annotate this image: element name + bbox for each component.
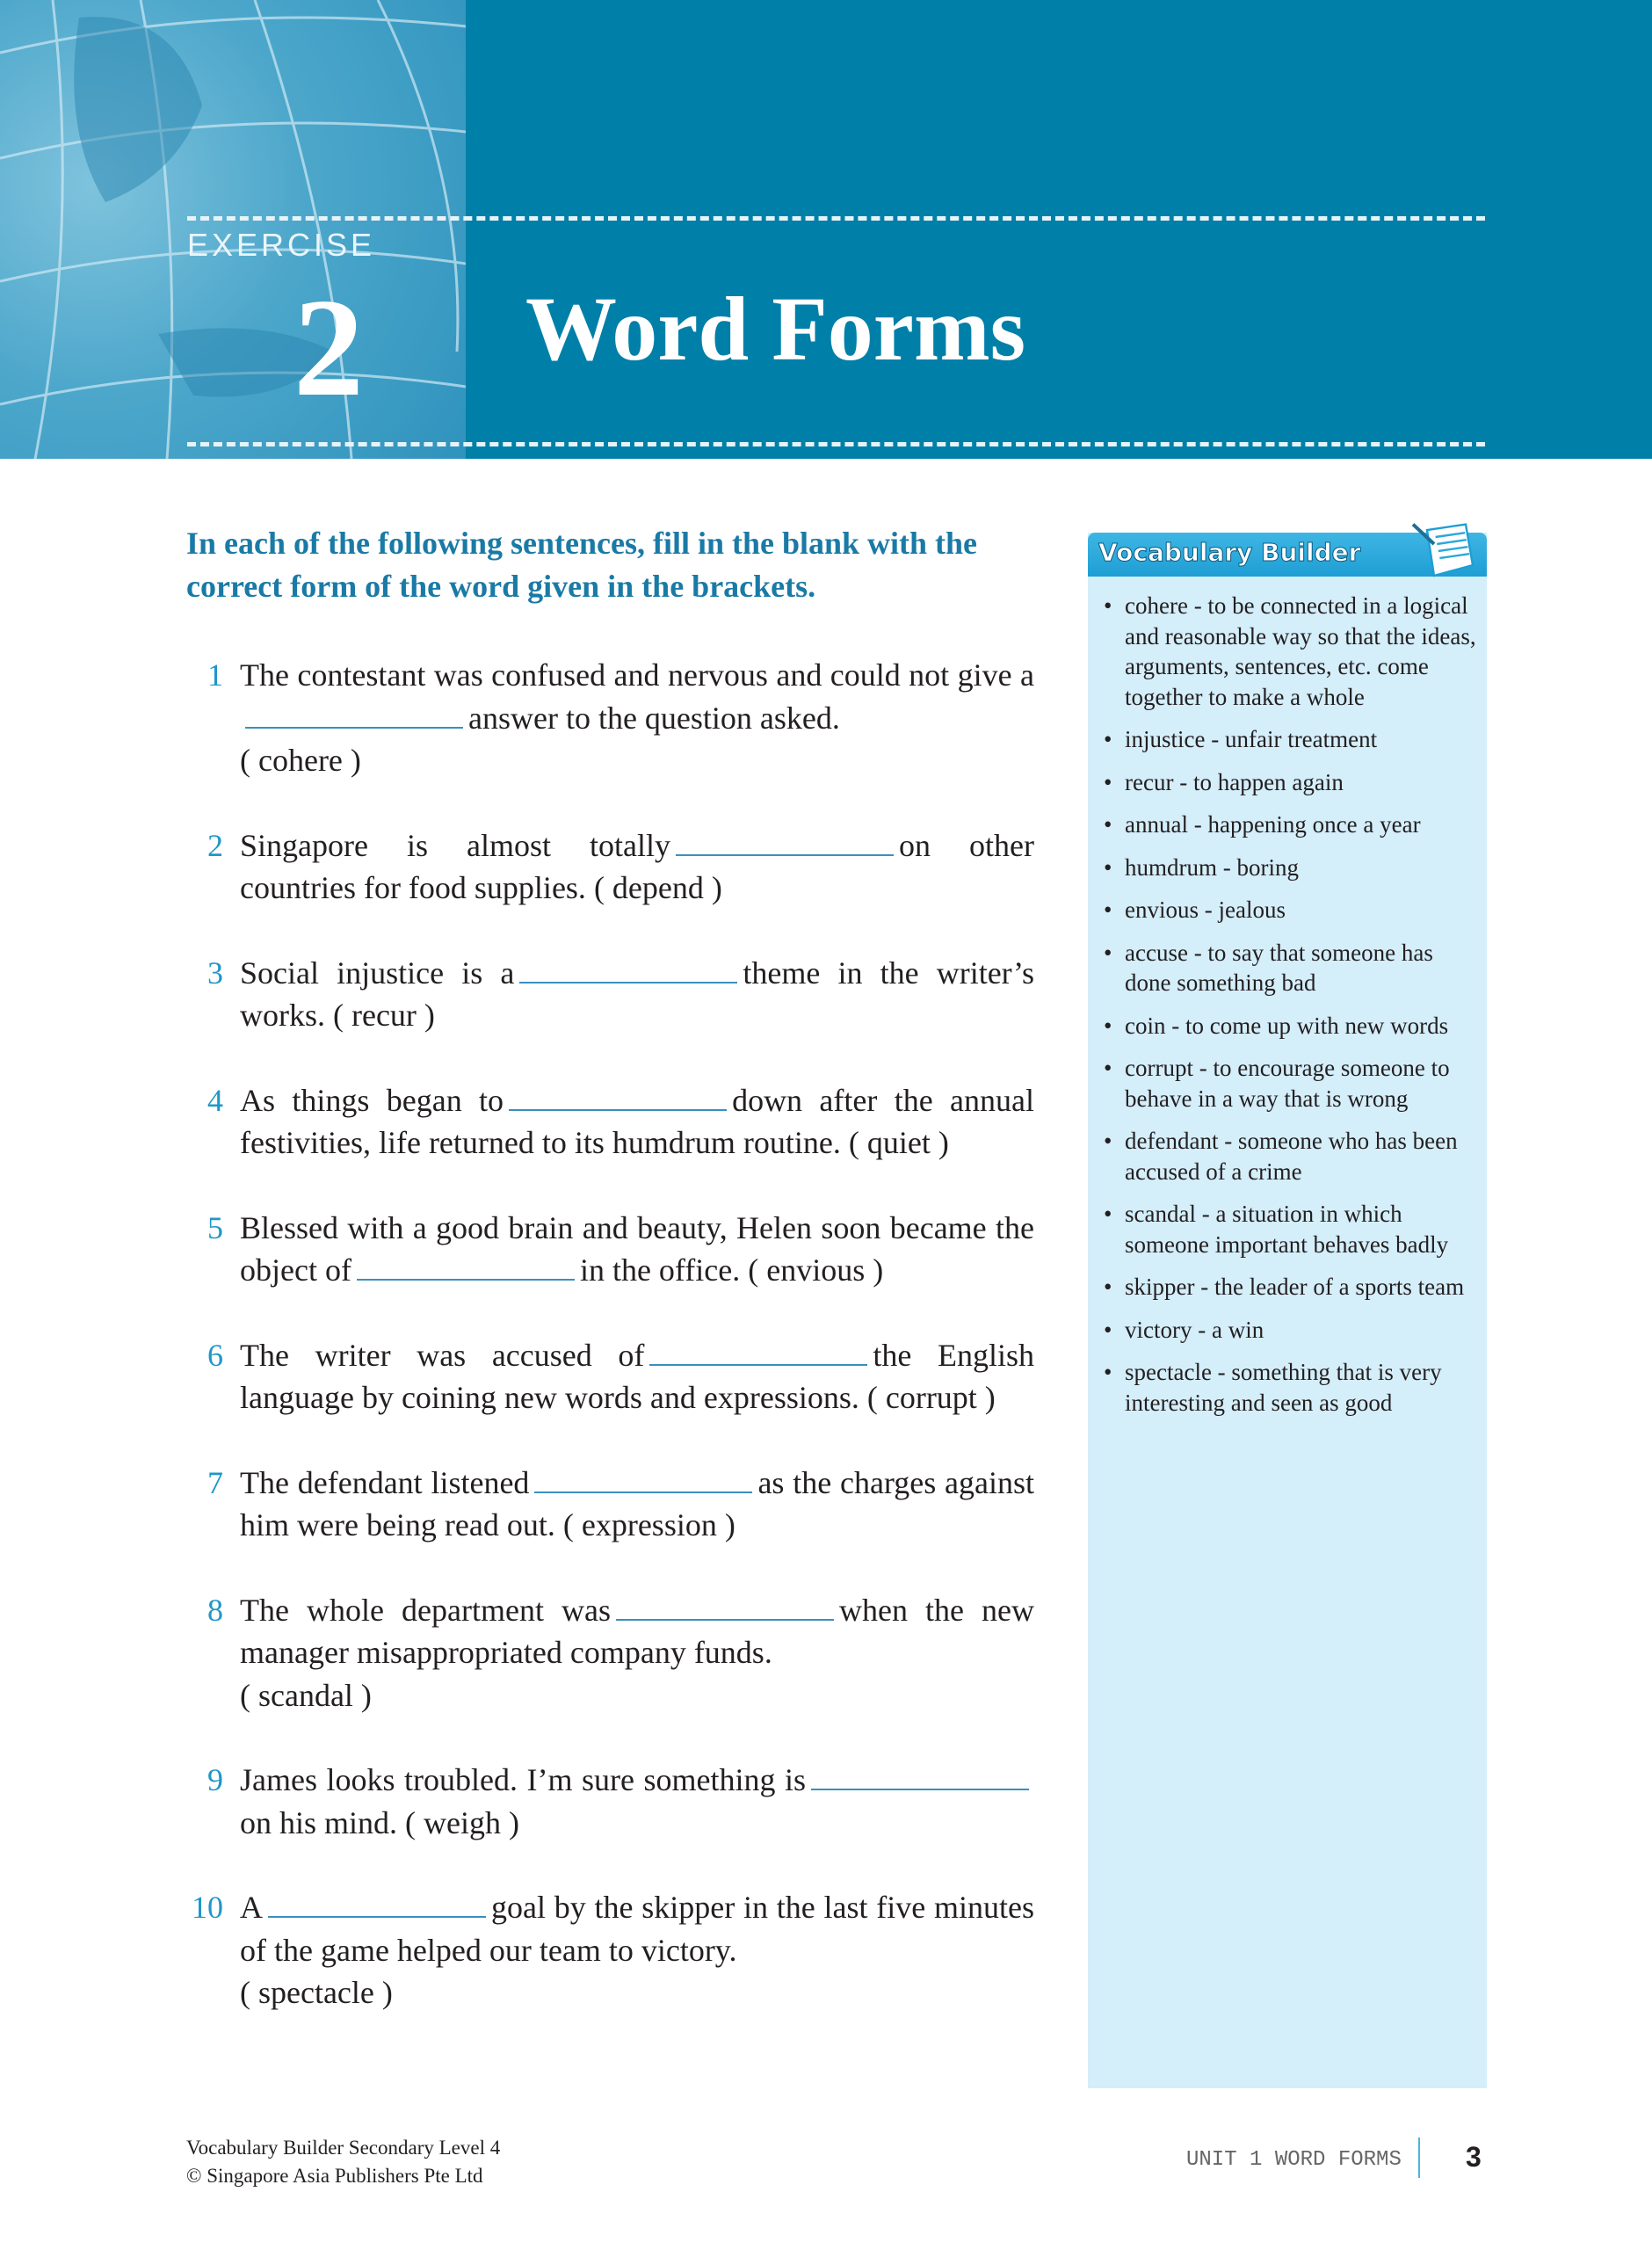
question-text-after: on his mind.: [240, 1804, 398, 1840]
dashed-divider: [187, 442, 1485, 446]
question-text-after: answer to the question asked.: [468, 700, 840, 736]
vocabulary-list: [1104, 591, 1477, 1430]
question-number: 8: [207, 1592, 223, 1628]
vocabulary-item: • corrupt - to encourage someone to behave in a way that is wrong: [1104, 1053, 1477, 1114]
question-number: 3: [207, 954, 223, 991]
question-item: [186, 1886, 1034, 2014]
question-text-after: in the office.: [579, 1252, 741, 1288]
question-text-before: Social injustice is a: [240, 954, 515, 991]
vocabulary-item: • scandal - a situation in which someone important behaves badly: [1104, 1199, 1477, 1259]
page-number: 3: [1466, 2141, 1482, 2173]
question-list: [186, 654, 1034, 2057]
dashed-divider: [187, 216, 1485, 221]
answer-blank[interactable]: [268, 1890, 486, 1918]
question-number: 5: [207, 1209, 223, 1245]
root-word: ( corrupt ): [866, 1380, 996, 1415]
root-word: ( envious ): [748, 1252, 884, 1288]
vocabulary-builder-header: [1088, 533, 1487, 577]
page-title: Word Forms: [525, 279, 1026, 380]
vocabulary-item: • humdrum - boring: [1104, 853, 1477, 883]
question-item: [186, 824, 1034, 910]
vocabulary-item: • defendant - someone who has been accused of a crime: [1104, 1126, 1477, 1187]
root-word: ( depend ): [593, 870, 722, 905]
exercise-number: 2: [293, 269, 364, 425]
answer-blank[interactable]: [245, 700, 463, 729]
question-number: 6: [207, 1337, 223, 1373]
question-text-before: The contestant was confused and nervous and could not give a: [240, 657, 1034, 693]
root-word: ( spectacle ): [240, 1975, 393, 2010]
root-word: ( weigh ): [405, 1804, 519, 1840]
vocabulary-item: • skipper - the leader of a sports team: [1104, 1272, 1477, 1303]
question-text-after: theme in the writer’s works.: [240, 954, 1035, 1033]
vocabulary-item: • victory - a win: [1104, 1315, 1477, 1346]
answer-blank[interactable]: [519, 955, 737, 983]
vocabulary-item: • recur - to happen again: [1104, 767, 1477, 798]
answer-blank[interactable]: [676, 828, 894, 856]
question-item: [186, 1759, 1034, 1844]
question-text-before: Singapore is almost totally: [240, 827, 671, 863]
question-item: [186, 1334, 1034, 1419]
answer-blank[interactable]: [534, 1465, 752, 1493]
question-text-after: down after the annual festivities, life returned to its humdrum routine.: [240, 1082, 1035, 1160]
root-word: ( cohere ): [240, 743, 361, 778]
question-text-after: as the charges against him were being read out.: [240, 1464, 1034, 1542]
vocabulary-item: • injustice - unfair treatment: [1104, 724, 1477, 755]
answer-blank[interactable]: [509, 1083, 727, 1111]
root-word: ( expression ): [562, 1507, 735, 1542]
question-text-before: As things began to: [240, 1082, 504, 1118]
answer-blank[interactable]: [616, 1593, 834, 1621]
question-text-after: on other countries for food supplies.: [240, 827, 1034, 905]
footer-divider: [1418, 2138, 1420, 2178]
exercise-header: [0, 0, 1652, 459]
copyright: © Singapore Asia Publishers Pte Ltd: [186, 2165, 483, 2187]
vocabulary-item: • envious - jealous: [1104, 895, 1477, 925]
vocabulary-item: • cohere - to be connected in a logical and reasonable way so that the ideas, arguments, sentences, etc. come together to make a whole: [1104, 591, 1477, 712]
vocabulary-item: • annual - happening once a year: [1104, 809, 1477, 840]
question-item: [186, 952, 1034, 1037]
root-word: ( recur ): [333, 998, 435, 1033]
vocabulary-builder-panel: [1088, 533, 1487, 2088]
footer-credits: [186, 2134, 500, 2190]
root-word: ( scandal ): [240, 1677, 372, 1713]
question-text-before: The writer was accused of: [240, 1337, 645, 1373]
exercise-label: EXERCISE: [187, 227, 376, 263]
question-text-after: when the new manager misappropriated company funds.: [240, 1592, 1034, 1670]
vocabulary-builder-title: Vocabulary Builder: [1098, 538, 1361, 567]
question-number: 7: [207, 1464, 223, 1500]
question-item: [186, 1079, 1034, 1165]
answer-blank[interactable]: [357, 1252, 575, 1281]
answer-blank[interactable]: [649, 1338, 867, 1366]
question-number: 9: [207, 1762, 223, 1797]
vocabulary-item: • spectacle - something that is very interesting and seen as good: [1104, 1357, 1477, 1418]
question-item: [186, 1207, 1034, 1292]
question-text-before: Blessed with a good brain and beauty, Helen soon became the object of: [240, 1209, 1034, 1288]
question-text-after: the English language by coining new words and expressions.: [240, 1337, 1034, 1415]
question-text-after: goal by the skipper in the last five minutes of the game helped our team to victory.: [240, 1890, 1034, 1968]
notepad-pen-icon: [1406, 520, 1483, 582]
question-text-before: The defendant listened: [240, 1464, 530, 1500]
question-text-before: James looks troubled. I’m sure something is: [240, 1762, 806, 1797]
question-number: 2: [207, 827, 223, 863]
vocabulary-item: • accuse - to say that someone has done something bad: [1104, 938, 1477, 998]
question-text-before: The whole department was: [240, 1592, 611, 1628]
answer-blank[interactable]: [811, 1762, 1029, 1790]
question-number: 10: [192, 1890, 223, 1925]
question-number: 4: [207, 1082, 223, 1118]
unit-label: UNIT 1 WORD FORMS: [1186, 2148, 1402, 2172]
question-number: 1: [207, 657, 223, 693]
vocabulary-item: • coin - to come up with new words: [1104, 1011, 1477, 1042]
book-title: Vocabulary Builder Secondary Level 4: [186, 2137, 501, 2159]
question-item: [186, 1589, 1034, 1717]
question-text-before: A: [240, 1890, 263, 1925]
question-item: [186, 1462, 1034, 1547]
question-item: [186, 654, 1034, 782]
instructions: In each of the following sentences, fill in the blank with the correct form of the word given in the brackets.: [186, 526, 978, 604]
root-word: ( quiet ): [848, 1125, 949, 1160]
